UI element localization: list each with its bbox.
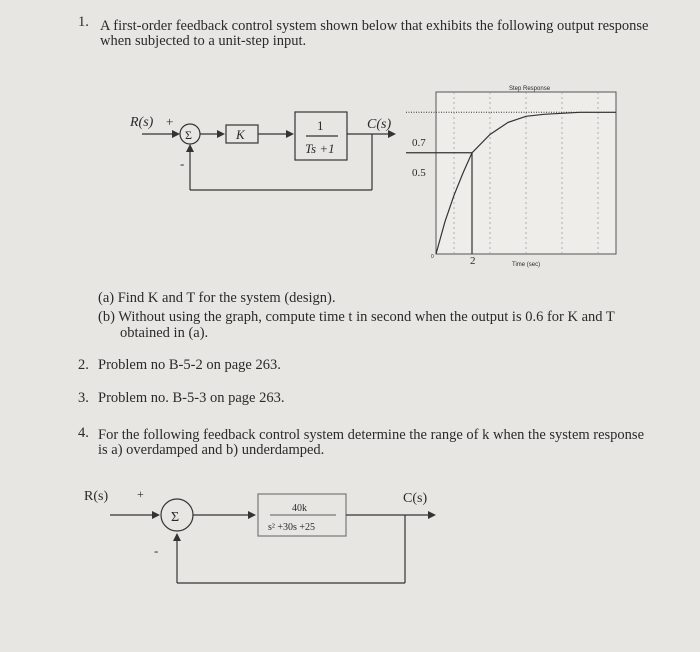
q1-tf-numerator: 1: [317, 118, 324, 133]
q2-number: 2.: [78, 357, 89, 373]
q4-number: 4.: [78, 425, 89, 441]
q1-part-b-line2: obtained in (a).: [120, 325, 209, 341]
q2-text: Problem no B-5-2 on page 263.: [98, 357, 281, 373]
q1-output-label: C(s): [367, 117, 392, 132]
plot-label-0: 0: [431, 254, 434, 260]
q1-tf-denominator: Ts +1: [305, 141, 335, 156]
q4-plus-sign: +: [137, 487, 144, 501]
q1-part-a: (a) Find K and T for the system (design).: [98, 290, 336, 306]
q4-tf-denominator: s² +30s +25: [268, 522, 316, 533]
q1-number: 1.: [78, 14, 89, 30]
q4-text-line1: For the following feedback control system determine the range of k when the system response: [98, 427, 645, 443]
q4-minus-sign: -: [154, 543, 159, 558]
q4-text-line2: is a) overdamped and b) underdamped.: [98, 442, 325, 458]
q3-number: 3.: [78, 390, 89, 406]
q1-part-b-line1: (b) Without using the graph, compute time t in second when the output is 0.6 for K and T: [98, 309, 615, 325]
q3-text: Problem no. B-5-3 on page 263.: [98, 390, 285, 406]
q1-text-line2: when subjected to a unit-step input.: [100, 33, 307, 49]
plot-label-05: 0.5: [412, 167, 426, 179]
plot-title: Step Response: [509, 86, 551, 92]
q4-output-label: C(s): [403, 491, 428, 506]
plot-label-2: 2: [470, 255, 476, 267]
q4-sum-symbol: Σ: [171, 510, 180, 525]
q4-input-label: R(s): [84, 489, 109, 504]
q1-minus-sign: -: [180, 156, 185, 171]
q4-tf-numerator: 40k: [292, 503, 307, 514]
plot-xlabel: Time (sec): [512, 262, 541, 268]
plot-label-07: 0.7: [412, 137, 426, 149]
q1-plus-sign: +: [166, 114, 174, 129]
q1-text-line1: A first-order feedback control system shown below that exhibits the following output response: [100, 18, 649, 34]
q1-input-label: R(s): [130, 115, 154, 130]
q1-gain-label: K: [236, 127, 245, 142]
q1-sum-symbol: Σ: [185, 128, 192, 142]
